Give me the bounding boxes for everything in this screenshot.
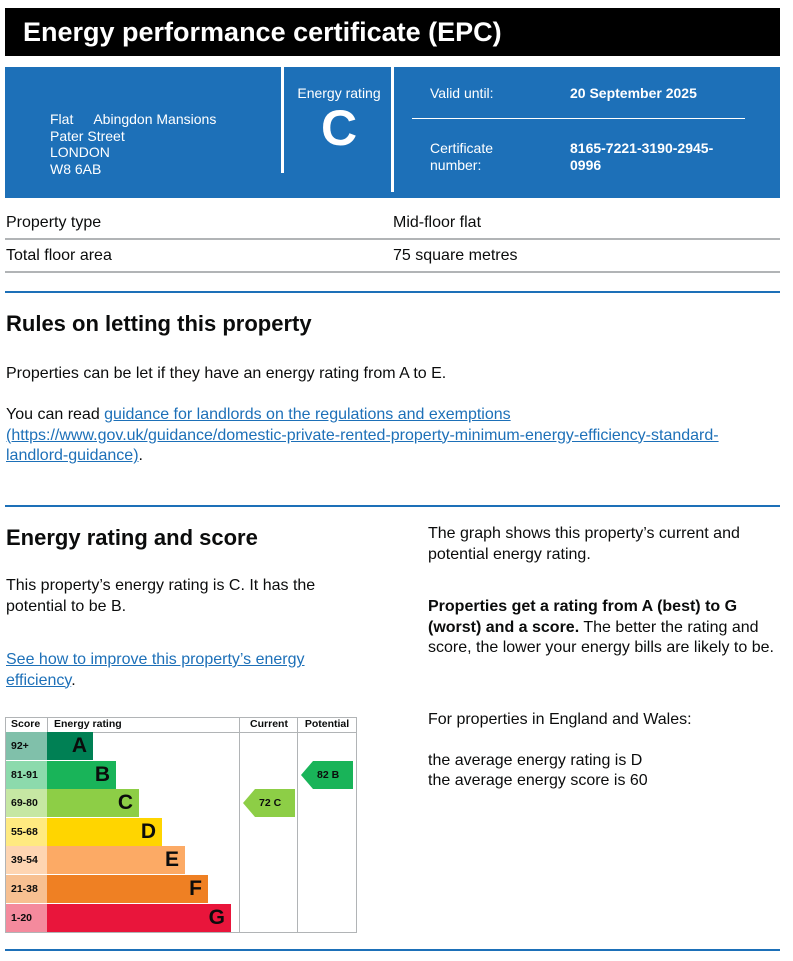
column-divider [239, 718, 240, 932]
graph-explanation: The graph shows this property’s current and potential energy rating. [428, 525, 740, 563]
band-letter: D [140, 819, 156, 843]
band-bar [47, 846, 185, 874]
certificate-number-label: Certificate number: [430, 140, 494, 173]
divider [391, 67, 394, 192]
band-bar [47, 761, 116, 789]
address-line-1a: Flat [50, 111, 74, 127]
band-score-range: 69-80 [6, 789, 47, 817]
page-title-bar [5, 8, 780, 56]
rating-explanation-rest: The better the rating and score, the lower your energy bills are likely to be. [428, 618, 774, 656]
guidance-suffix: . [138, 447, 143, 464]
guidance-prefix: You can read [6, 406, 105, 423]
rating-explanation-bold: Properties get a rating from A (best) to G (worst) and a score. [428, 598, 738, 636]
band-score-range: 39-54 [6, 846, 47, 874]
band-letter: F [189, 877, 202, 900]
floor-area-row [5, 240, 780, 273]
improve-efficiency-link[interactable]: See how to improve this property’s energy efficiency [6, 651, 305, 689]
column-divider [297, 718, 298, 932]
england-wales-label: For properties in England and Wales: [428, 711, 692, 728]
certificate-number-value: 8165-7221-3190-2945-0996 [570, 140, 714, 173]
potential-column-header: Potential [304, 718, 350, 730]
average-score: the average energy score is 60 [428, 772, 648, 789]
score-column-header: Score [11, 718, 41, 730]
current-rating-arrow-label: 72 C [259, 797, 282, 810]
energy-rating-value: C [320, 100, 358, 156]
band-bar [47, 904, 231, 932]
band-bar [47, 732, 93, 760]
floor-area-label: Total floor area [6, 247, 112, 264]
band-bar [47, 818, 162, 846]
band-score-range: 81-91 [6, 761, 47, 789]
rating-paragraph: This property’s energy rating is C. It has the potential to be B. [6, 577, 316, 615]
band-score-range: 21-38 [6, 875, 47, 903]
divider [281, 67, 284, 173]
band-letter: A [71, 734, 87, 757]
landlord-guidance-link[interactable]: guidance for landlords on the regulations and exemptions (https://www.gov.uk/guidance/domestic-private-rented-property-minimum-energy-efficiency-standard-landlord-guidance) [6, 406, 719, 464]
column-divider [47, 718, 48, 732]
letting-guidance-paragraph [6, 405, 726, 467]
section-divider [5, 505, 780, 507]
property-type-value: Mid-floor flat [393, 214, 482, 231]
address-line-1b: Abingdon Mansions [93, 111, 217, 127]
valid-until-label: Valid until: [430, 85, 494, 101]
rating-heading: Energy rating and score [6, 525, 258, 550]
energy-rating-chart [5, 717, 357, 933]
divider [412, 118, 745, 119]
band-score-range: 55-68 [6, 818, 47, 846]
potential-rating-arrow-label: 82 B [317, 768, 340, 781]
page-title: Energy performance certificate (EPC) [23, 17, 502, 47]
floor-area-value: 75 square metres [393, 247, 518, 264]
current-column-header: Current [250, 718, 288, 730]
band-letter: G [208, 905, 225, 929]
energy-rating-label: Energy rating [297, 85, 381, 101]
band-letter: E [164, 848, 179, 872]
letting-paragraph: Properties can be let if they have an energy rating from A to E. [6, 365, 447, 382]
address-line-3: LONDON [50, 144, 110, 160]
property-type-row [5, 207, 780, 240]
address-line-2: Pater Street [50, 127, 125, 144]
address-postcode: W8 6AB [50, 160, 102, 177]
rating-column-header: Energy rating [54, 718, 122, 730]
improve-suffix: . [71, 671, 76, 689]
band-letter: B [94, 762, 110, 786]
potential-rating-arrow [301, 761, 353, 789]
section-divider [5, 291, 780, 293]
property-type-label: Property type [6, 214, 102, 231]
letting-heading: Rules on letting this property [6, 311, 312, 336]
band-letter: C [117, 791, 133, 815]
property-address [50, 111, 216, 177]
band-score-range: 1-20 [6, 904, 47, 932]
band-bar [47, 875, 208, 903]
band-score-range: 92+ [6, 732, 47, 760]
rating-explanation [428, 597, 783, 659]
valid-until-value: 20 September 2025 [570, 85, 697, 101]
band-bar [47, 789, 139, 817]
section-divider [5, 949, 780, 951]
certificate-summary [5, 67, 780, 198]
current-rating-arrow [243, 789, 295, 817]
average-rating: the average energy rating is D [428, 752, 643, 769]
improve-paragraph [6, 650, 366, 691]
